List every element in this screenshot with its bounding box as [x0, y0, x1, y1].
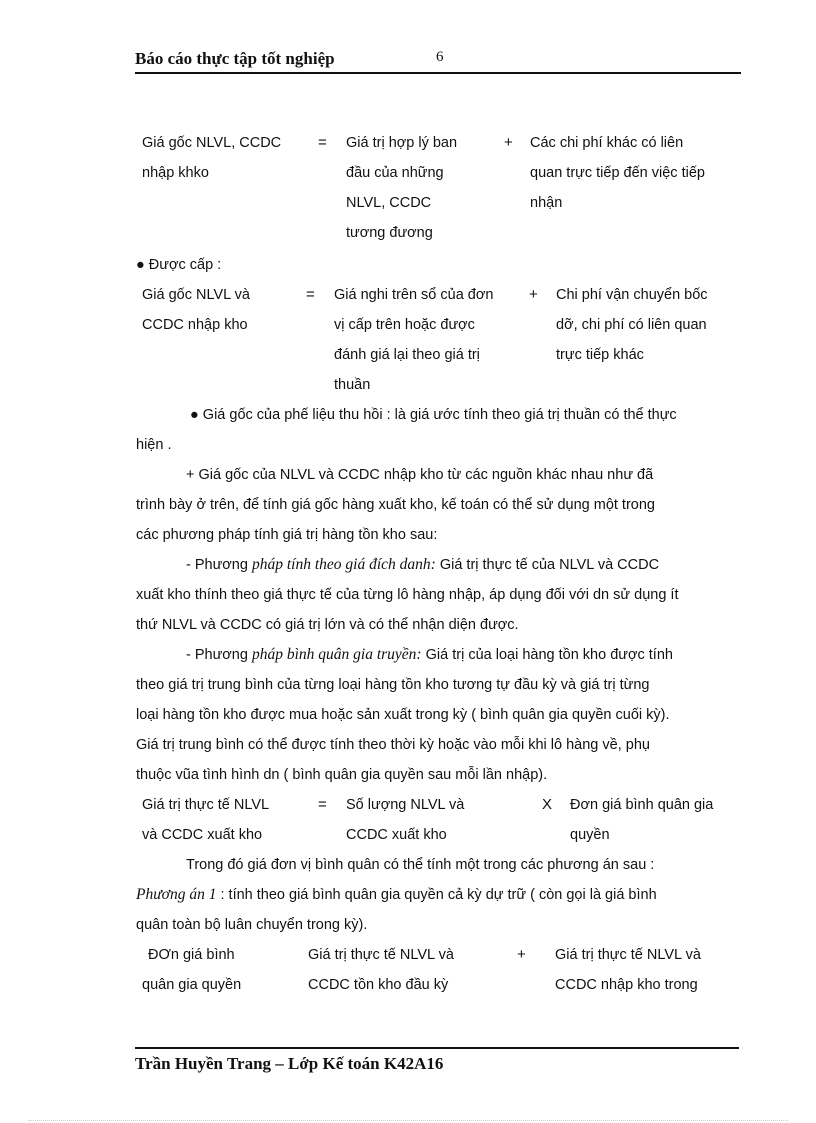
formula1-middle-line1: Giá trị hợp lý ban	[346, 135, 458, 151]
page-number: 6	[436, 49, 444, 65]
formula1-plus: +	[504, 134, 513, 151]
bullet-icon: ●	[136, 257, 145, 273]
bullet-duoc-cap: ● Được cấp :	[136, 257, 222, 273]
formula3-right-line1: Đơn giá bình quân gia	[570, 797, 714, 813]
para-phe-lieu-line2: hiện .	[136, 437, 172, 453]
header-rule	[135, 72, 741, 74]
formula4-left-line2: quân gia quyền	[142, 977, 242, 993]
phuong-an-1-label: Phương án 1	[136, 886, 217, 903]
formula3-times: X	[542, 796, 553, 813]
para-gia-goc-line3: các phương pháp tính giá trị hàng tồn kho sau:	[136, 527, 438, 543]
report-title: Báo cáo thực tập tốt nghiệp	[135, 49, 335, 68]
para-gia-goc-line1: + Giá gốc của NLVL và CCDC nhập kho từ các nguồn khác nhau như đã	[186, 467, 654, 483]
para-dich-danh-line2: xuất kho thính theo giá thực tế của từng lô hàng nhập, áp dụng đối với dn sử dụng ít	[136, 587, 679, 603]
para-phe-lieu-line1: ● Giá gốc của phế liệu thu hồi : là giá ước tính theo giá trị thuần có thể thực	[190, 407, 677, 423]
formula1-middle-line2: đầu của những	[346, 165, 444, 181]
formula3-left-line2: và CCDC xuất kho	[142, 827, 263, 843]
formula1-left-line1: Giá gốc NLVL, CCDC	[142, 135, 282, 151]
para-binh-quan-line1: - Phương pháp bình quân gia truyền: Giá trị của loại hàng tồn kho được tính	[186, 646, 673, 663]
formula4-middle-line1: Giá trị thực tế NLVL và	[308, 947, 454, 963]
page-edge-dotted-line	[28, 1120, 788, 1121]
formula3-middle-line1: Số lượng NLVL và	[346, 797, 465, 813]
formula2-middle-line3: đánh giá lại theo giá trị	[334, 347, 480, 363]
formula3-equals: =	[318, 796, 327, 813]
method-name-binh-quan: pháp bình quân gia truyền:	[251, 646, 422, 663]
formula1-equals: =	[318, 134, 327, 151]
formula3-right-line2: quyền	[570, 827, 610, 843]
para-dich-danh-line1: - Phương pháp tính theo giá đích danh: Giá trị thực tế của NLVL và CCDC	[186, 556, 660, 573]
para-binh-quan-line4: Giá trị trung bình có thể được tính theo thời kỳ hoặc vào mỗi khi lô hàng về, phụ	[136, 737, 650, 753]
phuong-an-1-line2: quân toàn bộ luân chuyển trong kỳ).	[136, 917, 368, 933]
formula1-middle-line3: NLVL, CCDC	[346, 195, 432, 211]
footer-author: Trần Huyền Trang – Lớp Kế toán K42A16	[135, 1054, 444, 1073]
para-binh-quan-line5: thuộc vũa tình hình dn ( bình quân gia quyền sau mỗi lần nhập).	[136, 767, 548, 783]
formula4-plus: +	[517, 946, 526, 963]
formula2-middle-line2: vị cấp trên hoặc được	[334, 317, 475, 333]
phuong-an-1-line1: Phương án 1 : tính theo giá bình quân gia quyền cả kỳ dự trữ ( còn gọi là giá bình	[136, 886, 657, 903]
formula2-left-line1: Giá gốc NLVL và	[142, 287, 250, 303]
formula4-left-line1: ĐƠn giá bình	[148, 947, 235, 963]
formula2-right-line3: trực tiếp khác	[556, 347, 644, 363]
formula1-right-line1: Các chi phí khác có liên	[530, 135, 684, 151]
formula4-right-line1: Giá trị thực tế NLVL và	[555, 947, 701, 963]
formula2-left-line2: CCDC nhập kho	[142, 317, 248, 333]
formula2-equals: =	[306, 286, 315, 303]
formula2-plus: +	[529, 286, 538, 303]
formula2-middle-line1: Giá nghi trên sổ của đơn	[334, 287, 494, 303]
para-gia-goc-line2: trình bày ở trên, để tính giá gốc hàng xuất kho, kế toán có thể sử dụng một trong	[136, 497, 655, 513]
formula3-middle-line2: CCDC xuất kho	[346, 827, 447, 843]
bullet-icon: ●	[190, 407, 199, 423]
formula1-right-line3: nhận	[530, 195, 563, 211]
formula3-left-line1: Giá trị thực tế NLVL	[142, 797, 270, 813]
formula4-middle-line2: CCDC tồn kho đầu kỳ	[308, 977, 449, 993]
formula1-left-line2: nhập khko	[142, 165, 209, 181]
para-phuong-an: Trong đó giá đơn vị bình quân có thể tính một trong các phương án sau :	[186, 857, 655, 873]
para-dich-danh-line3: thứ NLVL và CCDC có giá trị lớn và có thể nhận diện được.	[136, 617, 519, 633]
footer-rule	[135, 1047, 739, 1049]
method-name-dich-danh: pháp tính theo giá đích danh:	[251, 556, 436, 573]
formula1-middle-line4: tương đương	[346, 225, 433, 241]
formula1-right-line2: quan trực tiếp đến việc tiếp	[530, 165, 705, 181]
formula4-right-line2: CCDC nhập kho trong	[555, 977, 698, 993]
para-binh-quan-line3: loại hàng tồn kho được mua hoặc sản xuất trong kỳ ( bình quân gia quyền cuối kỳ).	[136, 707, 670, 723]
formula2-middle-line4: thuần	[334, 377, 371, 393]
formula2-right-line2: dỡ, chi phí có liên quan	[556, 317, 707, 333]
para-binh-quan-line2: theo giá trị trung bình của từng loại hàng tồn kho tương tự đầu kỳ và giá trị từng	[136, 677, 650, 693]
formula2-right-line1: Chi phí vận chuyển bốc	[556, 287, 708, 303]
